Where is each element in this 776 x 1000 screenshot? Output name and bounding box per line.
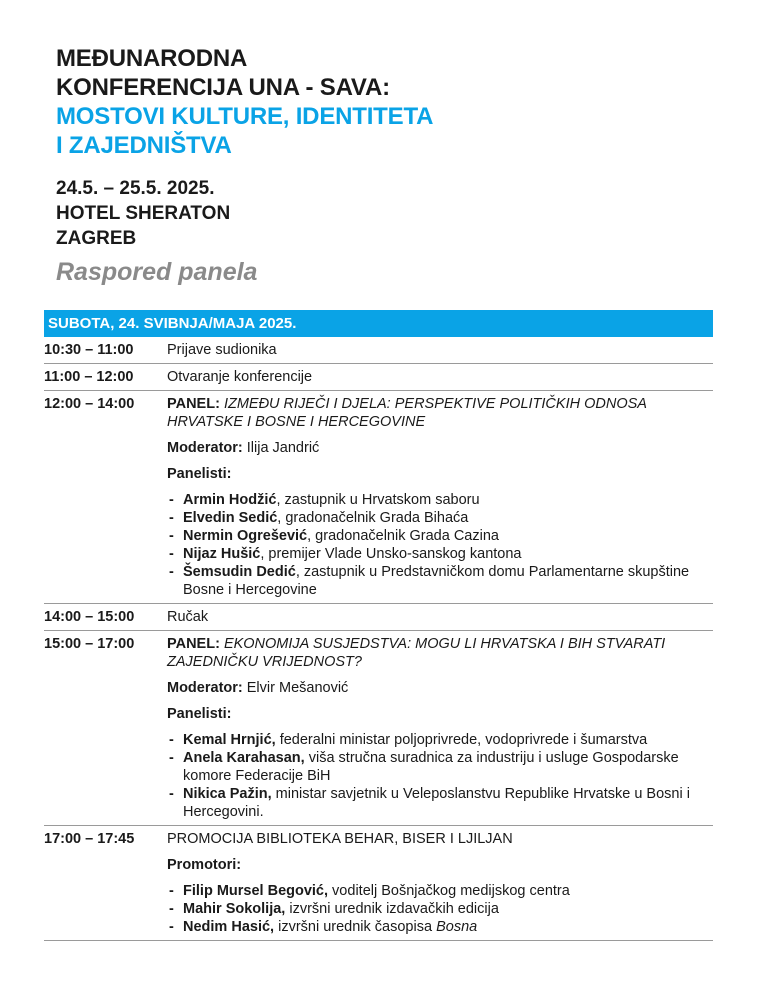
row-time: 12:00 – 14:00 bbox=[44, 396, 135, 412]
panelist-name: Nermin Ogrešević bbox=[183, 528, 308, 544]
panel-title bbox=[167, 635, 713, 671]
panel-topic: IZMEĐU RIJEČI I DJELA: PERSPEKTIVE POLITIČKIH ODNOSA HRVATSKE I BOSNE I HERCEGOVINE bbox=[167, 396, 647, 430]
moderator-name: Elvir Mešanović bbox=[246, 680, 349, 696]
promoter-role: izvršni urednik izdavačkih edicija bbox=[285, 901, 499, 917]
panelists-list bbox=[167, 731, 713, 821]
panelist-role: viša stručna suradnica za industriju i usluge Gospodarske komore Federacije BiH bbox=[183, 750, 679, 784]
list-item bbox=[167, 527, 713, 545]
panelist-name: Kemal Hrnjić, bbox=[183, 732, 276, 748]
list-item bbox=[167, 900, 713, 918]
title-line-2: KONFERENCIJA UNA - SAVA: bbox=[56, 74, 390, 101]
promoter-name: Filip Mursel Begović, bbox=[183, 883, 329, 899]
row-time: 17:00 – 17:45 bbox=[44, 831, 135, 847]
page-subtitle: Raspored panela bbox=[56, 258, 258, 286]
panelists-label: Panelisti: bbox=[167, 706, 232, 722]
list-item bbox=[167, 545, 713, 563]
moderator-line bbox=[167, 679, 713, 697]
panelist-role: , premijer Vlade Unsko-sanskog kantona bbox=[260, 546, 522, 562]
panelist-name: Nikica Pažin, bbox=[183, 786, 272, 802]
promoter-role: voditelj Bošnjačkog medijskog centra bbox=[328, 883, 570, 899]
row-content bbox=[167, 830, 713, 936]
panelist-name: Šemsudin Dedić bbox=[183, 564, 296, 580]
panelists-list bbox=[167, 491, 713, 599]
row-time: 15:00 – 17:00 bbox=[44, 636, 135, 652]
row-time: 10:30 – 11:00 bbox=[44, 342, 134, 358]
row-text: Otvaranje konferencije bbox=[167, 369, 313, 385]
panelist-name: Elvedin Sedić bbox=[183, 510, 278, 526]
row-text: Prijave sudionika bbox=[167, 342, 277, 358]
day-header: SUBOTA, 24. SVIBNJA/MAJA 2025. bbox=[44, 310, 713, 337]
list-item bbox=[167, 491, 713, 509]
row-time: 11:00 – 12:00 bbox=[44, 369, 134, 385]
list-item bbox=[167, 918, 713, 936]
row-content bbox=[167, 395, 713, 599]
list-item bbox=[167, 731, 713, 749]
row-time: 14:00 – 15:00 bbox=[44, 609, 135, 625]
title-line-4: I ZAJEDNIŠTVA bbox=[56, 132, 232, 159]
table-row bbox=[44, 337, 713, 364]
panel-title bbox=[167, 395, 713, 431]
promoters-label: Promotori: bbox=[167, 857, 242, 873]
list-item bbox=[167, 882, 713, 900]
panelist-name: Armin Hodžić bbox=[183, 492, 277, 508]
panelist-name: Nijaz Hušić bbox=[183, 546, 261, 562]
panel-topic: EKONOMIJA SUSJEDSTVA: MOGU LI HRVATSKA I BIH STVARATI ZAJEDNIČKU VRIJEDNOST? bbox=[167, 636, 666, 670]
moderator-line bbox=[167, 439, 713, 457]
moderator-label: Moderator: bbox=[167, 440, 243, 456]
list-item bbox=[167, 785, 713, 821]
table-row bbox=[44, 364, 713, 391]
moderator-name: Ilija Jandrić bbox=[246, 440, 320, 456]
row-text: Ručak bbox=[167, 609, 209, 625]
table-row bbox=[44, 826, 713, 941]
panelist-role: , gradonačelnik Grada Bihaća bbox=[277, 510, 469, 526]
panelist-role: ministar savjetnik u Veleposlanstvu Republike Hrvatske u Bosni i Hercegovini. bbox=[183, 786, 690, 820]
panelist-name: Anela Karahasan, bbox=[183, 750, 305, 766]
event-info bbox=[56, 176, 230, 251]
list-item bbox=[167, 749, 713, 785]
list-item bbox=[167, 509, 713, 527]
list-item bbox=[167, 563, 713, 599]
title-line-3: MOSTOVI KULTURE, IDENTITETA bbox=[56, 103, 434, 130]
event-dates: 24.5. – 25.5. 2025. bbox=[56, 178, 215, 199]
promoter-role: izvršni urednik časopisa bbox=[274, 919, 437, 935]
panelist-role: , gradonačelnik Grada Cazina bbox=[307, 528, 499, 544]
table-row bbox=[44, 391, 713, 604]
promoter-name: Nedim Hasić, bbox=[183, 919, 275, 935]
schedule-table bbox=[44, 337, 713, 941]
panelists-label: Panelisti: bbox=[167, 466, 232, 482]
title-line-1: MEĐUNARODNA bbox=[56, 45, 248, 72]
panelist-role: federalni ministar poljoprivrede, vodoprivrede i šumarstva bbox=[275, 732, 648, 748]
conference-title bbox=[56, 44, 433, 160]
panelist-role: , zastupnik u Hrvatskom saboru bbox=[276, 492, 480, 508]
promoter-name: Mahir Sokolija, bbox=[183, 901, 286, 917]
promotion-heading: PROMOCIJA BIBLIOTEKA BEHAR, BISER I LJILJAN bbox=[167, 831, 513, 847]
moderator-label: Moderator: bbox=[167, 680, 243, 696]
event-city: ZAGREB bbox=[56, 228, 137, 249]
table-row bbox=[44, 604, 713, 631]
event-venue: HOTEL SHERATON bbox=[56, 203, 231, 224]
journal-name: Bosna bbox=[436, 919, 478, 935]
promoters-list bbox=[167, 882, 713, 936]
panel-label: PANEL: bbox=[167, 396, 220, 412]
panelist-role: , zastupnik u Predstavničkom domu Parlamentarne skupštine Bosne i Hercegovine bbox=[183, 564, 690, 598]
row-content bbox=[167, 635, 713, 821]
table-row bbox=[44, 631, 713, 826]
panel-label: PANEL: bbox=[167, 636, 220, 652]
